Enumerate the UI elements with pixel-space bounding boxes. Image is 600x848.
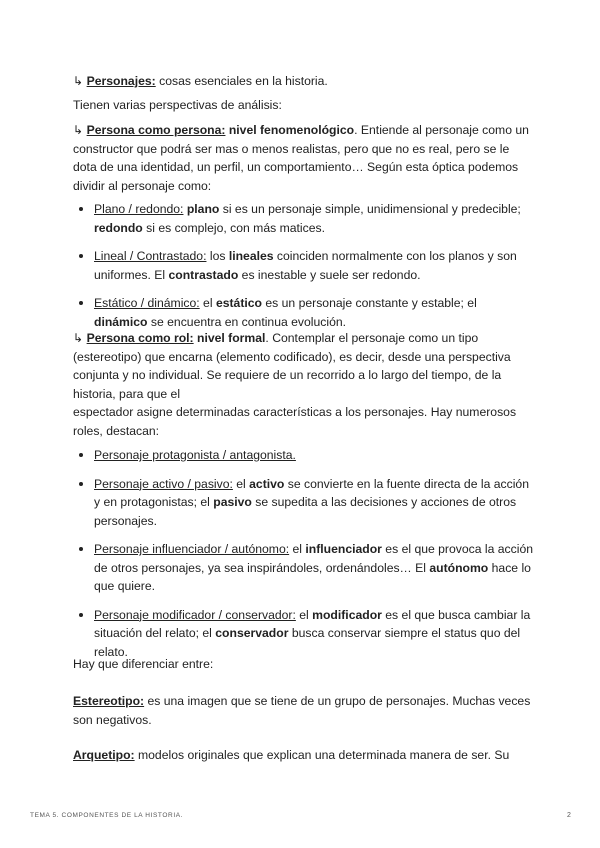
nivel-formal-label: nivel formal (193, 331, 266, 345)
item-bold-term: estático (215, 296, 262, 310)
item-text: si es un personaje simple, unidimensional y predecible; (219, 202, 521, 216)
item-text: se convierte en la fuente directa de la acción y en protagonistas; el (94, 476, 529, 509)
arquetipo-term: Arquetipo: (73, 748, 135, 762)
item-text: hace lo que quiere. (94, 560, 531, 593)
item-text: busca conservar siempre el status quo del relato. (94, 626, 521, 659)
persona-como-rol-paragraph (73, 329, 533, 440)
list-item (73, 200, 533, 237)
item-text: se encuentra en continua evolución. (147, 314, 347, 329)
list-item (73, 294, 533, 331)
list-item (73, 475, 533, 531)
persona-como-persona-text: . Entiende al personaje como un constructor que podrá ser mas o menos realistas, pero que no es real, pero se le dota de una identidad, un perfil, un comportamiento… Según esta óptica podemos dividir al personaje como: (73, 123, 529, 193)
personajes-text: cosas esenciales en la historia. (155, 74, 328, 88)
persona-como-rol-text-2: espectador asigne determinadas características a los personajes. Hay numerosos roles, destacan: (73, 405, 517, 438)
persona-como-rol-term: Persona como rol: (86, 331, 194, 345)
character-roles-list (73, 446, 533, 671)
item-bold-term: lineales (228, 249, 274, 263)
arrow-icon: ↳ (73, 74, 87, 88)
item-text: el (289, 542, 306, 556)
list-item (73, 606, 533, 662)
diferenciar-text: Hay que diferenciar entre: (73, 657, 214, 671)
arquetipo-paragraph (73, 746, 533, 765)
item-text: el (295, 607, 313, 622)
personajes-paragraph (73, 72, 533, 91)
item-label: Estático / dinámico: (94, 296, 200, 310)
item-bold-term: activo (249, 476, 285, 491)
nivel-fenomenologico-label: nivel fenomenológico (225, 123, 355, 137)
item-text: los (206, 249, 229, 263)
item-text: coinciden normalmente con los planos y son uniformes. El (94, 249, 517, 282)
persona-como-rol-text: . Contemplar el personaje como un tipo (estereotipo) que encarna (elemento codificado), es decir, desde una perspectiva conjunta y no individual. Se requiere de un recorrido a lo largo del tiempo, de la historia, para que el (73, 331, 511, 401)
item-text: si es complejo, con más matices. (142, 220, 325, 235)
item-label: Plano / redondo: (94, 202, 184, 216)
character-types-list (73, 200, 533, 341)
item-text: es un personaje constante y estable; el (262, 296, 477, 310)
item-bold-term: conservador (215, 626, 289, 640)
footer-title: TEMA 5. COMPONENTES DE LA HISTORIA. (30, 812, 184, 819)
persona-como-persona-paragraph (73, 121, 533, 195)
arrow-icon: ↳ (73, 331, 87, 345)
persona-como-persona-term: Persona como persona: (86, 123, 226, 137)
item-text: se supedita a las decisiones y acciones de otros personajes. (94, 495, 517, 528)
list-item (73, 540, 533, 596)
item-text: es el que busca cambiar la situación del relato; el (94, 607, 531, 640)
item-bold-term: dinámico (94, 314, 148, 329)
arquetipo-text: modelos originales que explican una determinada manera de ser. Su (134, 748, 510, 762)
perspectivas-paragraph (73, 96, 533, 115)
perspectivas-text: Tienen varias perspectivas de análisis: (73, 98, 282, 112)
diferenciar-paragraph (73, 655, 533, 674)
item-bold-term: autónomo (429, 560, 489, 575)
item-label: Lineal / Contrastado: (94, 249, 207, 263)
item-bold-term: pasivo (213, 495, 252, 509)
list-item (73, 446, 533, 465)
item-text: es el que provoca la acción de otros personajes, ya sea inspirándoles, ordenándoles… El (94, 542, 534, 575)
item-label: Personaje activo / pasivo: (94, 476, 233, 491)
page-number: 2 (567, 812, 571, 819)
item-text: el (199, 296, 216, 310)
estereotipo-term: Estereotipo: (73, 694, 145, 708)
list-item (73, 247, 533, 284)
item-label: Personaje modificador / conservador: (94, 607, 296, 622)
personajes-term: Personajes: (86, 74, 156, 88)
item-label: Personaje influenciador / autónomo: (94, 542, 290, 556)
item-bold-term: contrastado (168, 267, 239, 282)
estereotipo-paragraph (73, 692, 533, 729)
item-bold-term: influenciador (305, 542, 382, 556)
item-text: es inestable y suele ser redondo. (238, 267, 421, 282)
item-text: el (232, 476, 250, 491)
item-bold-term: plano (186, 202, 220, 216)
estereotipo-text: es una imagen que se tiene de un grupo de personajes. Muchas veces son negativos. (73, 694, 531, 727)
arrow-icon: ↳ (73, 123, 87, 137)
item-label: Personaje protagonista / antagonista. (94, 448, 296, 462)
item-bold-term: modificador (312, 607, 382, 622)
item-bold-term: redondo (94, 220, 143, 235)
